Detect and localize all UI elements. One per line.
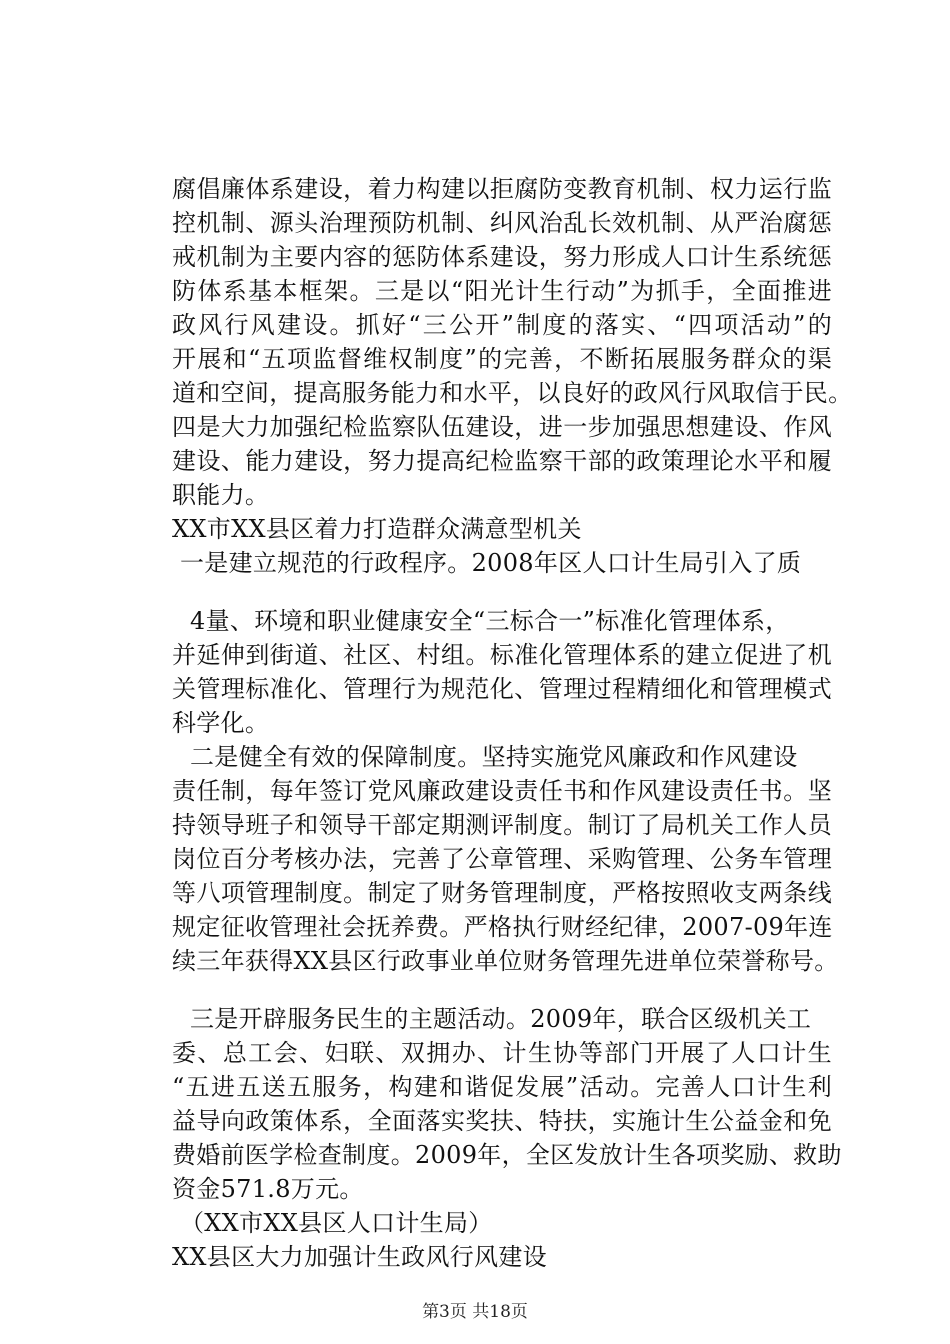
text-line: 4量、环境和职业健康安全“三标合一”标准化管理体系， <box>190 607 790 635</box>
text-line: 三是开辟服务民生的主题活动。2009年，联合区级机关工 <box>190 1005 812 1033</box>
text-line: 费婚前医学检查制度。2009年，全区发放计生各项奖励、救助 <box>172 1141 842 1169</box>
text-line: 委、总工会、妇联、双拥办、计生协等部门开展了人口计生 <box>172 1039 832 1067</box>
section-heading: XX县区大力加强计生政风行风建设 <box>172 1243 547 1271</box>
text-line: 二是健全有效的保障制度。坚持实施党风廉政和作风建设 <box>190 743 798 771</box>
text-line: 科学化。 <box>172 709 270 737</box>
text-line: 持领导班子和领导干部定期测评制度。制订了局机关工作人员 <box>172 811 832 839</box>
text-line: 资金571.8万元。 <box>172 1175 364 1203</box>
text-line: 责任制，每年签订党风廉政建设责任书和作风建设责任书。坚 <box>172 777 832 805</box>
text-line: 建设、能力建设，努力提高纪检监察干部的政策理论水平和履 <box>172 447 832 475</box>
paragraph-line: 一是建立规范的行政程序。2008年区人口计生局引入了质 <box>180 549 802 577</box>
text-line: 四是大力加强纪检监察队伍建设，进一步加强思想建设、作风 <box>172 413 832 441</box>
text-line: 控机制、源头治理预防机制、纠风治乱长效机制、从严治腐惩 <box>172 209 832 237</box>
text-line: 关管理标准化、管理行为规范化、管理过程精细化和管理模式 <box>172 675 832 703</box>
text-line: 戒机制为主要内容的惩防体系建设，努力形成人口计生系统惩 <box>172 243 832 271</box>
text-line: 规定征收管理社会抚养费。严格执行财经纪律，2007-09年连 <box>172 913 833 941</box>
text-line: 政风行风建设。抓好“三公开”制度的落实、“四项活动”的 <box>172 311 832 339</box>
text-line: 防体系基本框架。三是以“阳光计生行动”为抓手，全面推进 <box>172 277 832 305</box>
section-heading: XX市XX县区着力打造群众满意型机关 <box>172 515 582 543</box>
text-line: 续三年获得XX县区行政事业单位财务管理先进单位荣誉称号。 <box>172 947 839 975</box>
text-line: 道和空间，提高服务能力和水平，以良好的政风行风取信于民。 <box>172 379 853 407</box>
source-line: （XX市XX县区人口计生局） <box>180 1209 493 1237</box>
text-line: “五进五送五服务，构建和谐促发展”活动。完善人口计生利 <box>172 1073 832 1101</box>
text-line: 岗位百分考核办法，完善了公章管理、采购管理、公务车管理 <box>172 845 832 873</box>
text-line: 等八项管理制度。制定了财务管理制度，严格按照收支两条线 <box>172 879 832 907</box>
text-line: 益导向政策体系，全面落实奖扶、特扶，实施计生公益金和免 <box>172 1107 832 1135</box>
page-number: 第3页 共18页 <box>422 1302 528 1322</box>
text-line: 腐倡廉体系建设，着力构建以拒腐防变教育机制、权力运行监 <box>172 175 832 203</box>
text-line: 并延伸到街道、社区、村组。标准化管理体系的建立促进了机 <box>172 641 832 669</box>
text-line: 开展和“五项监督维权制度”的完善，不断拓展服务群众的渠 <box>172 345 832 373</box>
text-line: 职能力。 <box>172 481 270 509</box>
